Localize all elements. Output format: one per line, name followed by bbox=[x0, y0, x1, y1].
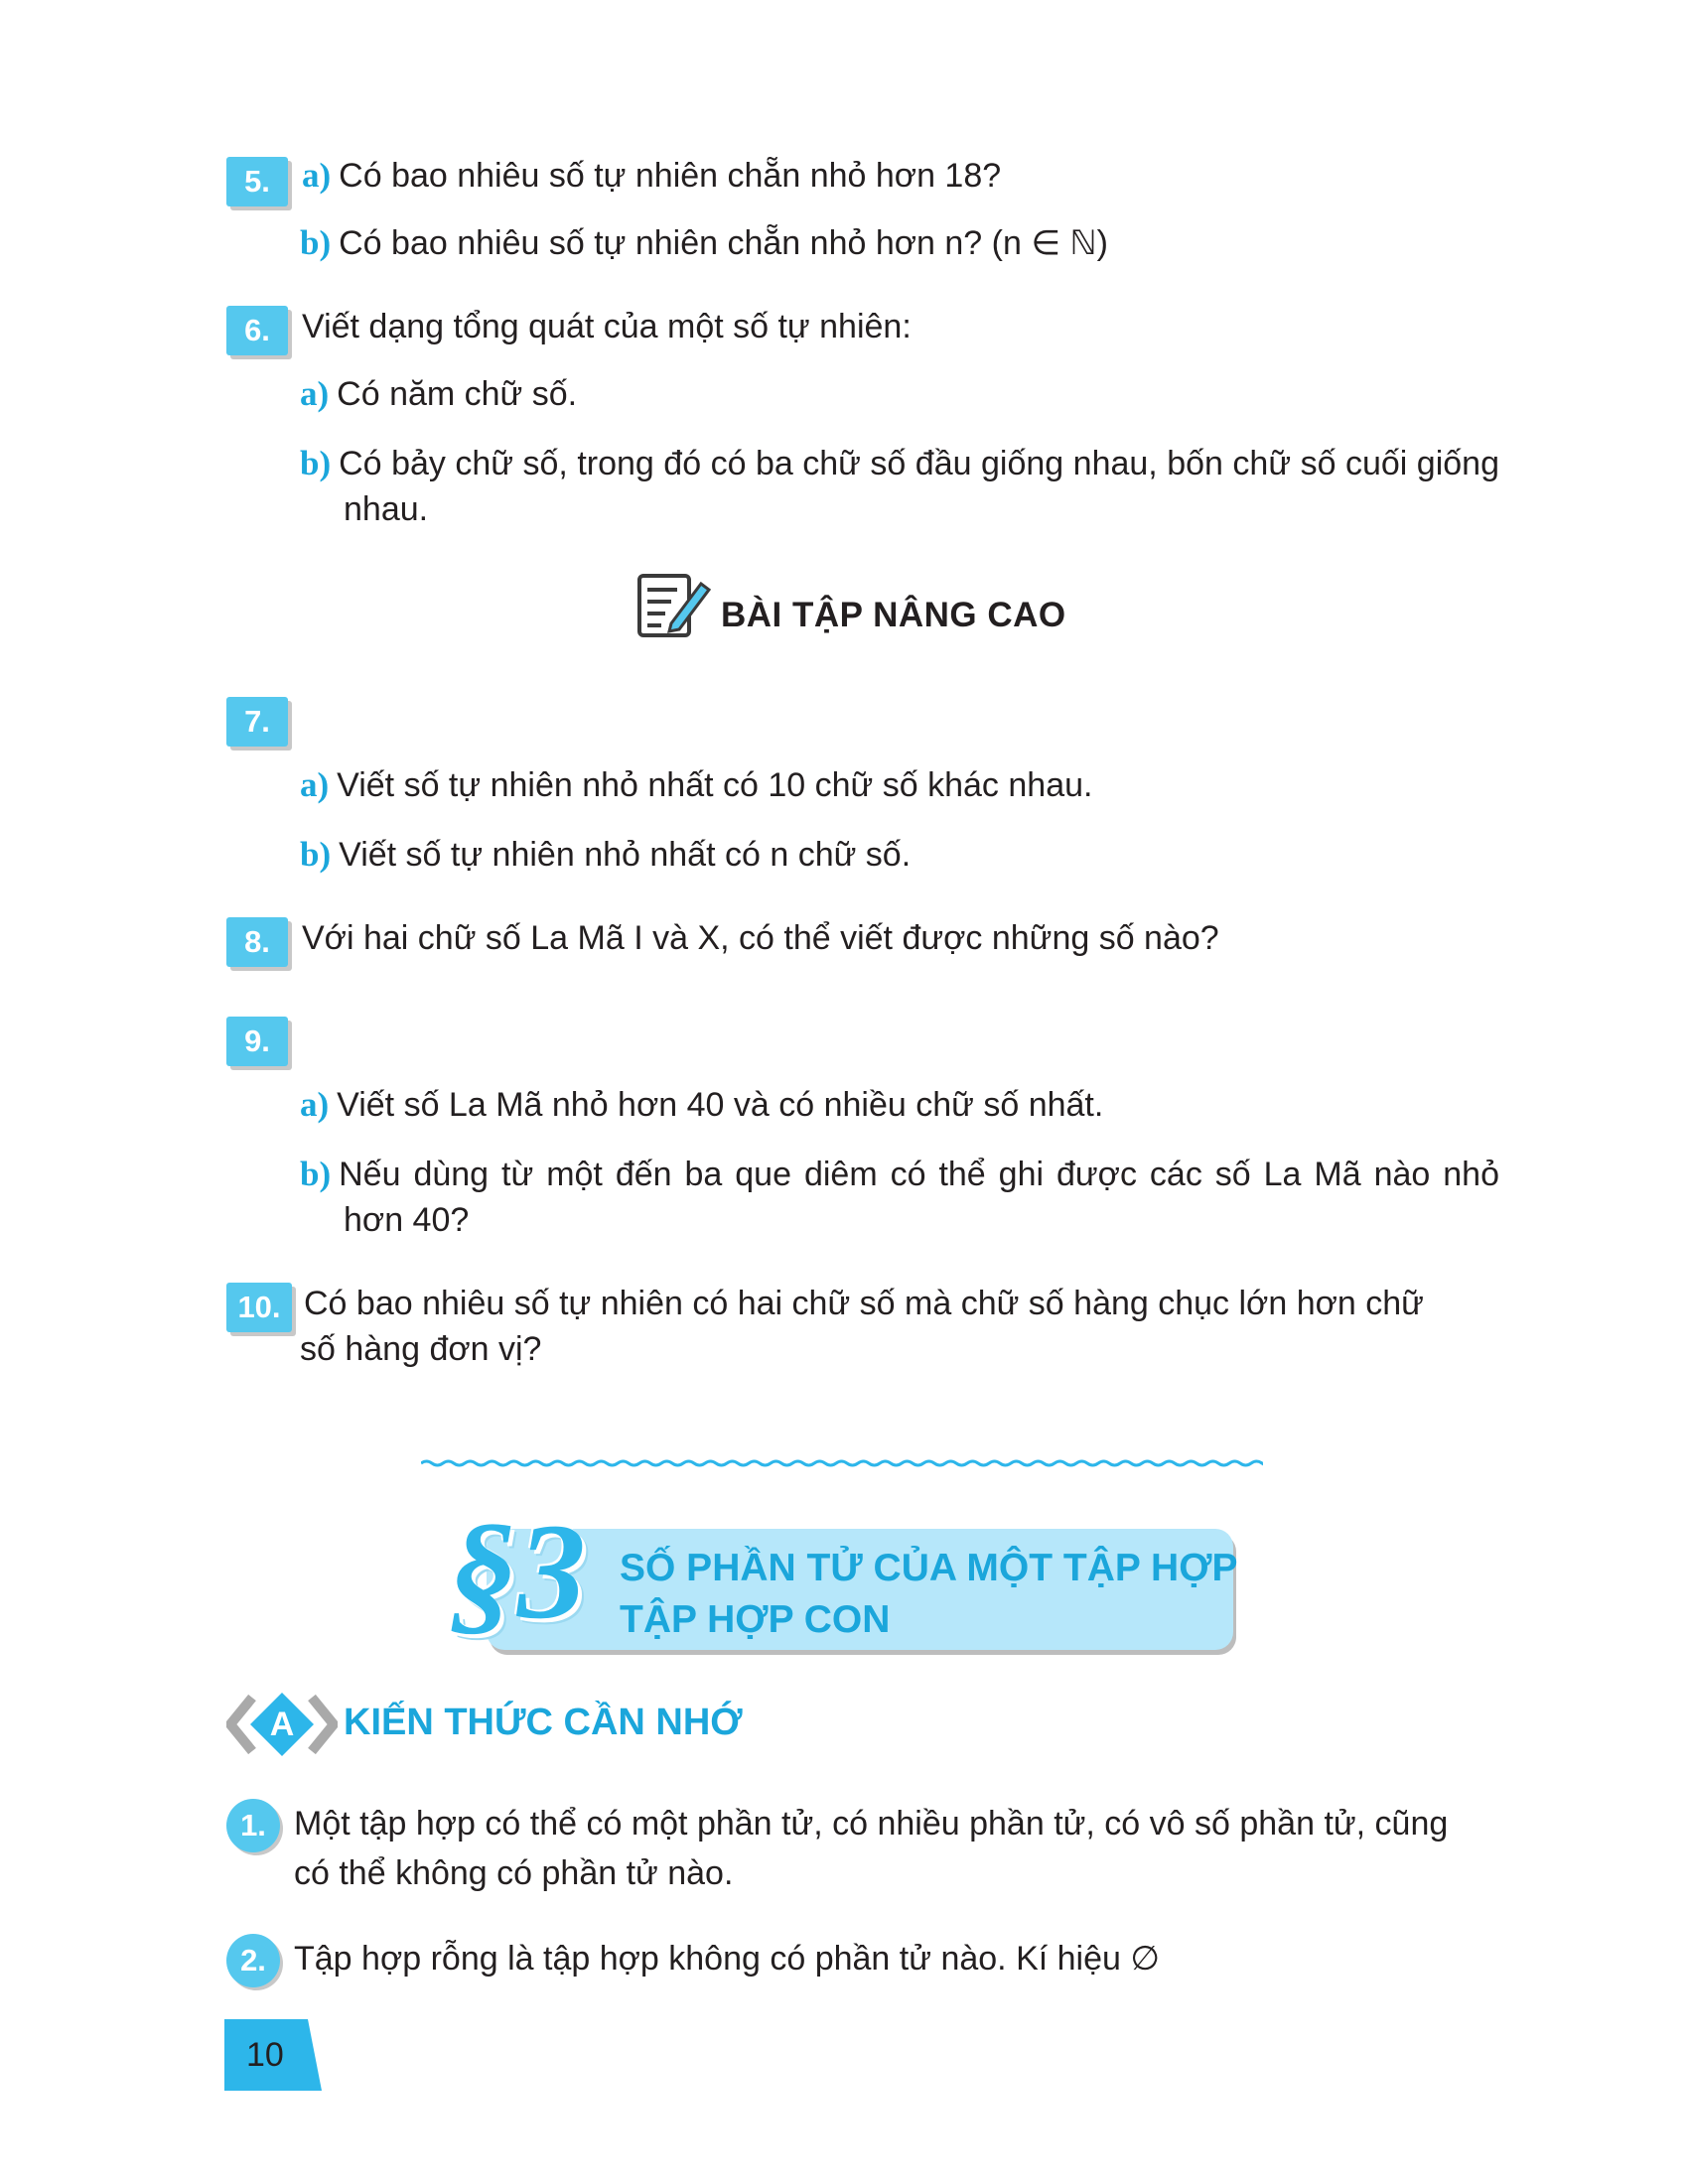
exercise-5a bbox=[302, 153, 1001, 199]
exercise-10-text: Có bao nhiêu số tự nhiên có hai chữ số mà chữ số hàng chục lớn hơn chữ số hàng đơn vị? bbox=[300, 1285, 1424, 1368]
exercise-7a bbox=[300, 762, 1092, 808]
section-title-line1: SỐ PHẦN TỬ CỦA MỘT TẬP HỢP bbox=[620, 1547, 1238, 1589]
label-a: a) bbox=[300, 374, 330, 413]
knowledge-item-1-text: Một tập hợp có thể có một phần tử, có nhiều phần tử, có vô số phần tử, cũng có thể không có phần tử nào. bbox=[294, 1805, 1449, 1892]
exercise-6-text: Viết dạng tổng quát của một số tự nhiên: bbox=[302, 308, 912, 345]
knowledge-number-2: 2. bbox=[226, 1934, 280, 1987]
knowledge-title: KIẾN THỨC CẦN NHỚ bbox=[344, 1702, 743, 1743]
exercise-number-10: 10. bbox=[226, 1283, 292, 1332]
exercise-8-text: Với hai chữ số La Mã I và X, có thể viết được những số nào? bbox=[302, 919, 1219, 957]
exercise-number-8: 8. bbox=[226, 917, 288, 967]
exercise-number-5: 5. bbox=[226, 157, 288, 206]
label-b: b) bbox=[300, 835, 332, 874]
label-a: a) bbox=[302, 156, 332, 195]
exercise-6a-text: Có năm chữ số. bbox=[337, 375, 578, 413]
exercise-6b bbox=[300, 441, 1499, 532]
exercise-5b bbox=[300, 220, 1108, 266]
knowledge-item-2-text: Tập hợp rỗng là tập hợp không có phần tử nào. Kí hiệu ∅ bbox=[294, 1940, 1160, 1978]
exercise-6a bbox=[300, 371, 577, 417]
exercise-number-6: 6. bbox=[226, 306, 288, 355]
edit-note-icon bbox=[635, 570, 713, 641]
exercise-9a bbox=[300, 1082, 1103, 1128]
advanced-heading: BÀI TẬP NÂNG CAO bbox=[721, 596, 1066, 634]
label-b: b) bbox=[300, 1155, 332, 1193]
exercise-9b bbox=[300, 1152, 1499, 1243]
label-b: b) bbox=[300, 223, 332, 262]
exercise-6b-text: Có bảy chữ số, trong đó có ba chữ số đầu giống nhau, bốn chữ số cuối giống nhau. bbox=[339, 445, 1499, 528]
exercise-9a-text: Viết số La Mã nhỏ hơn 40 và có nhiều chữ số nhất. bbox=[337, 1086, 1104, 1124]
knowledge-number-1: 1. bbox=[226, 1799, 280, 1852]
exercise-5a-text: Có bao nhiêu số tự nhiên chẵn nhỏ hơn 18? bbox=[339, 157, 1002, 195]
knowledge-badge-letter: A bbox=[269, 1706, 295, 1743]
section-symbol: §3 bbox=[449, 1495, 586, 1647]
exercise-number-7: 7. bbox=[226, 697, 288, 747]
exercise-9b-text: Nếu dùng từ một đến ba que diêm có thể ghi được các số La Mã nào nhỏ hơn 40? bbox=[339, 1156, 1499, 1239]
exercise-7a-text: Viết số tự nhiên nhỏ nhất có 10 chữ số khác nhau. bbox=[337, 766, 1093, 804]
label-a: a) bbox=[300, 765, 330, 804]
exercise-5b-text: Có bao nhiêu số tự nhiên chẵn nhỏ hơn n? (n ∈ ℕ) bbox=[339, 224, 1108, 262]
exercise-7b-text: Viết số tự nhiên nhỏ nhất có n chữ số. bbox=[339, 836, 912, 874]
exercise-7b bbox=[300, 832, 911, 878]
page-number: 10 bbox=[246, 2036, 284, 2074]
wave-line-icon bbox=[421, 1453, 1263, 1473]
exercise-number-9: 9. bbox=[226, 1017, 288, 1066]
label-b: b) bbox=[300, 444, 332, 482]
label-a: a) bbox=[300, 1085, 330, 1124]
section-title-line2: TẬP HỢP CON bbox=[620, 1598, 891, 1641]
